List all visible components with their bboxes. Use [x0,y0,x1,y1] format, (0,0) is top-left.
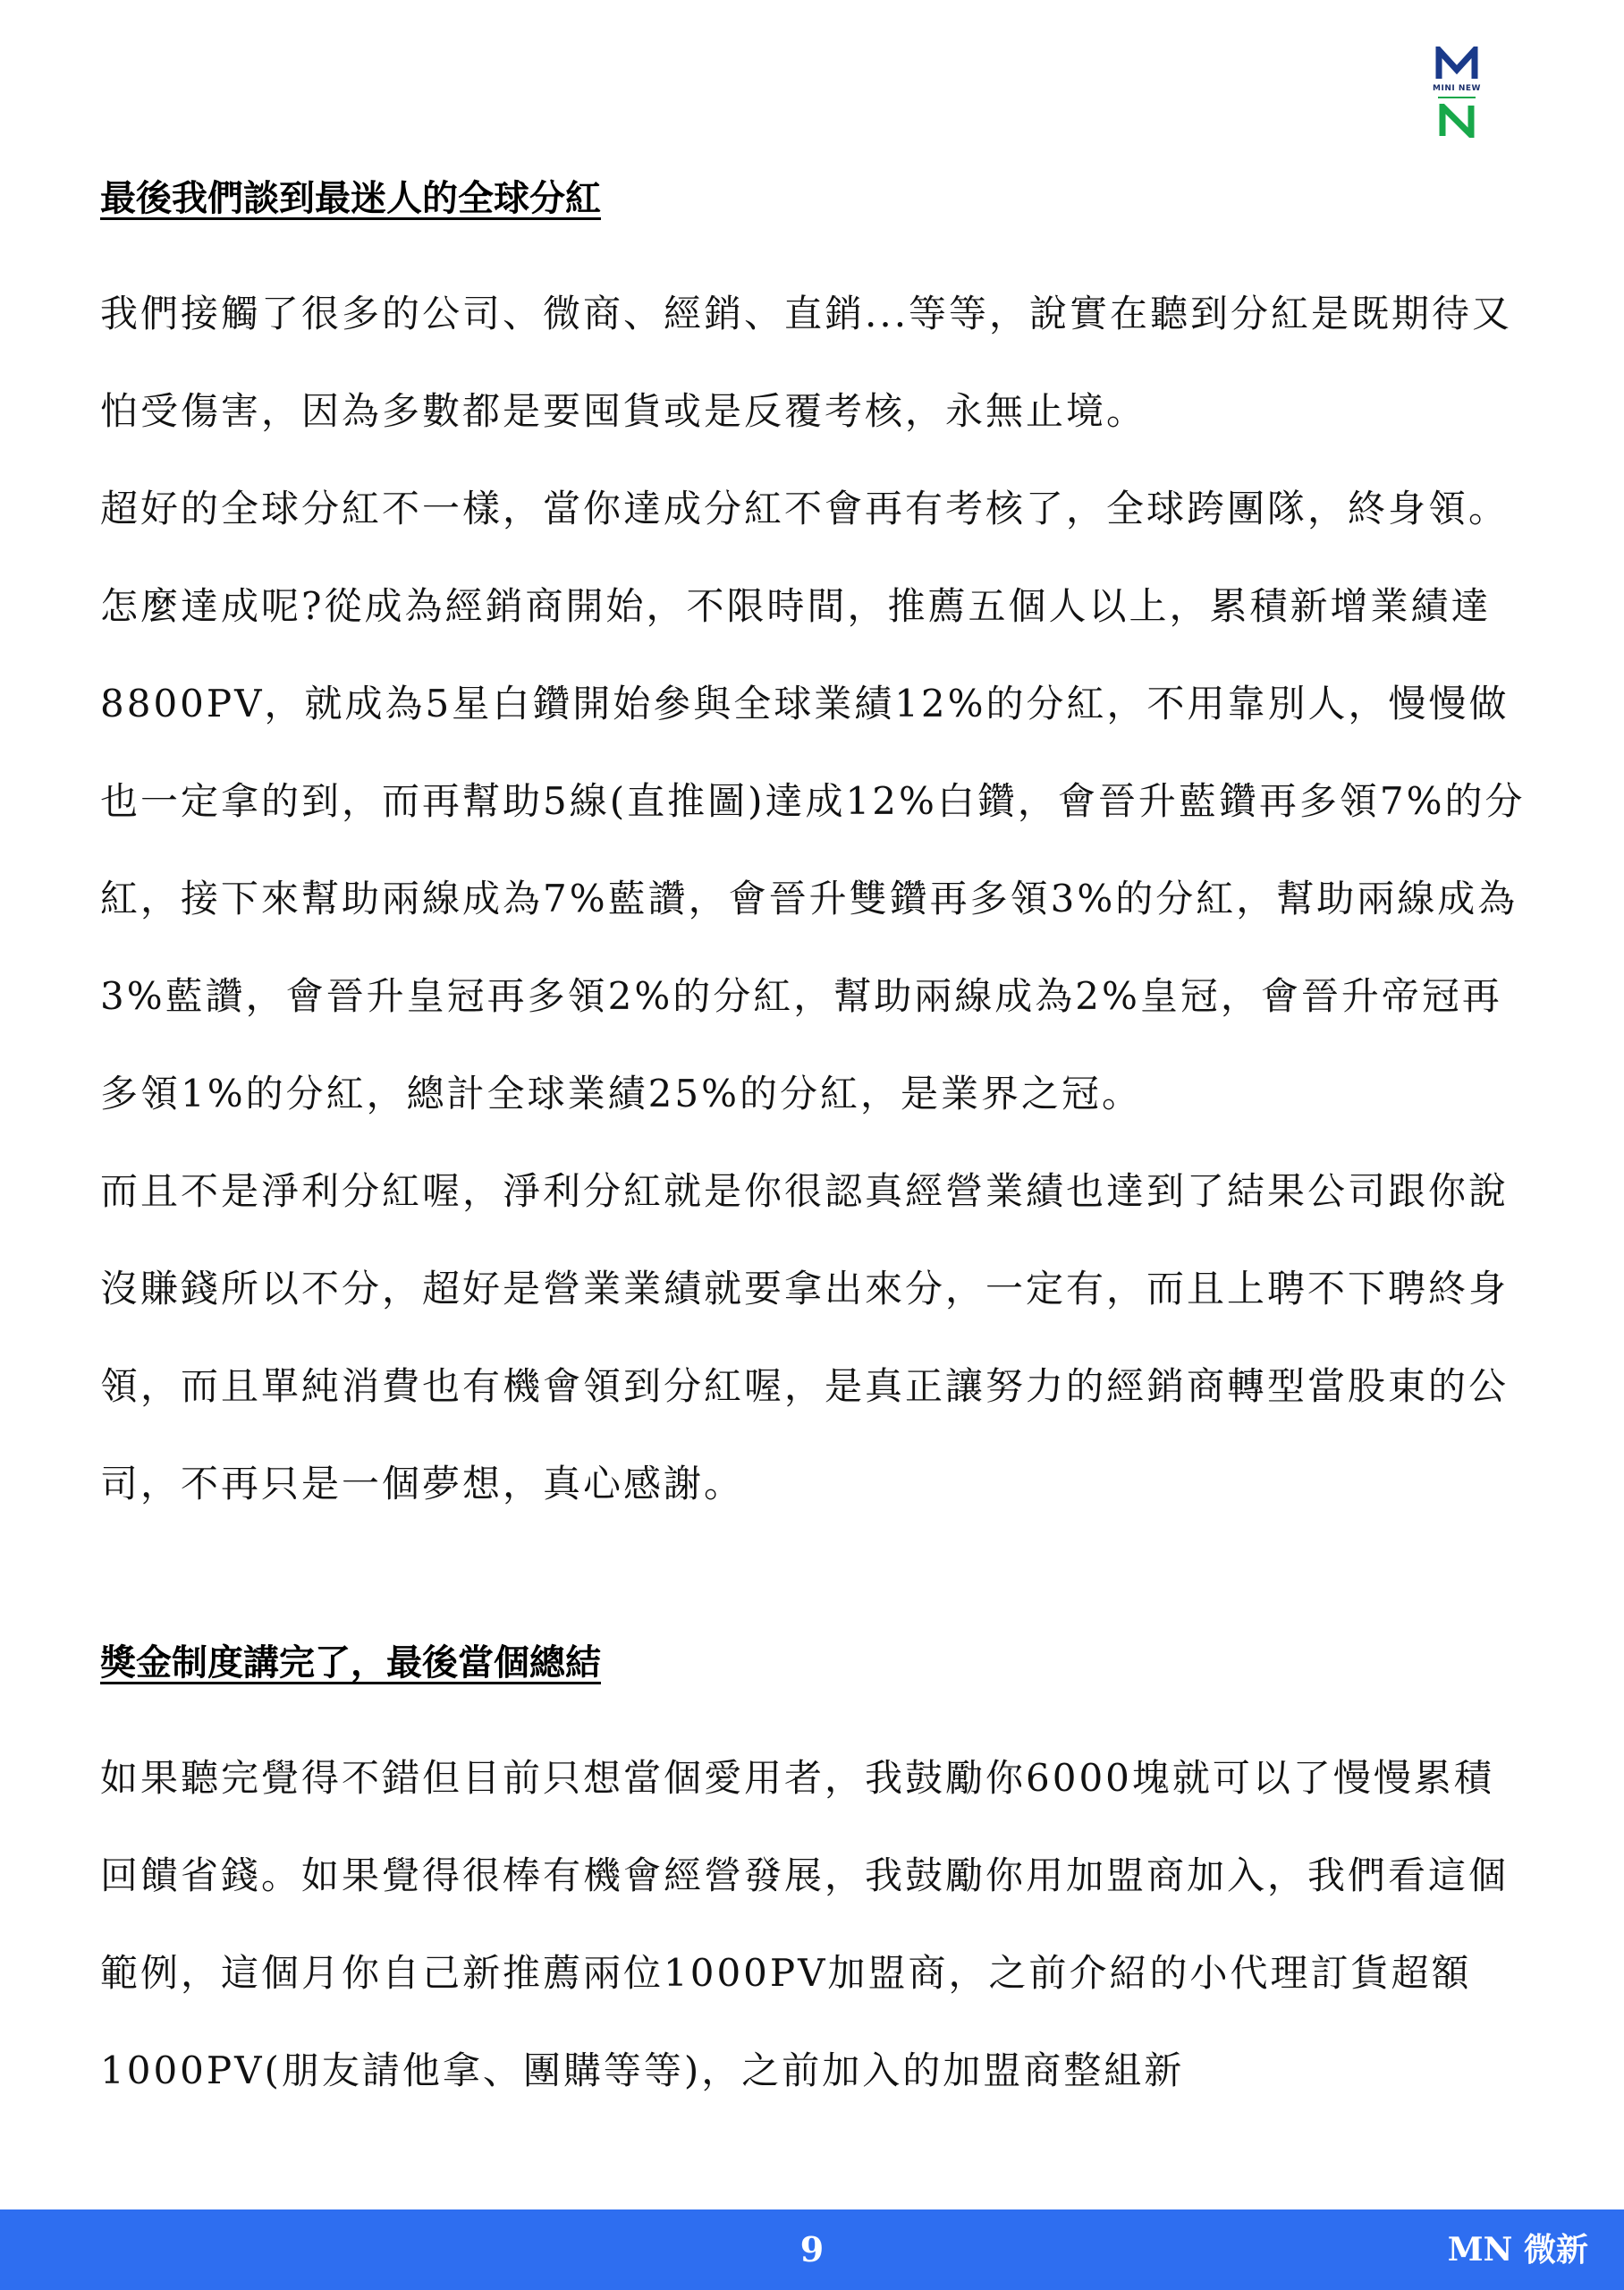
page-number: 9 [799,2229,825,2269]
brand-logo [1431,47,1483,140]
logo-divider [1438,97,1476,98]
logo-n-icon [1438,104,1476,138]
page-footer [0,2209,1624,2290]
document-body [100,166,1531,2119]
paragraph: 超好的全球分紅不一樣，當你達成分紅不會再有考核了，全球跨團隊，終身領。怎麼達成呢?從成為經銷商開始，不限時間，推薦五個人以上，累積新增業績達8800PV，就成為5星白鑽開始參與全球業績12%的分紅，不用靠別人，慢慢做也一定拿的到，而再幫助5線(直推圖)達成12%白鑽，會晉升藍鑽再多領7%的分紅，接下來幫助兩線成為7%藍讚，會晉升雙鑽再多領3%的分紅，幫助兩線成為3%藍讚，會晉升皇冠再多領2%的分紅，幫助兩線成為2%皇冠，會晉升帝冠再多領1%的分紅，總計全球業績25%的分紅，是業界之冠。 [100,487,1526,1115]
section-spacer [100,1532,1531,1631]
section-heading-summary: 獎金制度講完了，最後當個總結 [100,1641,601,1684]
section-heading-global-dividend: 最後我們談到最迷人的全球分紅 [100,177,601,219]
logo-m-icon [1435,47,1478,81]
logo-text: MINI NEW [1433,84,1481,93]
paragraph: 我們接觸了很多的公司、微商、經銷、直銷...等等，說實在聽到分紅是既期待又怕受傷害，因為多數都是要囤貨或是反覆考核，永無止境。 [100,292,1513,433]
paragraph: 而且不是淨利分紅喔，淨利分紅就是你很認真經營業績也達到了結果公司跟你說沒賺錢所以不分，超好是營業業績就要拿出來分，一定有，而且上聘不下聘終身領，而且單純消費也有機會領到分紅喔，是真正讓努力的經銷商轉型當股東的公司，不再只是一個夢想，真心感謝。 [100,1169,1510,1505]
footer-brand: MN 微新 [1447,2231,1588,2269]
paragraph: 如果聽完覺得不錯但目前只想當個愛用者，我鼓勵你6000塊就可以了慢慢累積回饋省錢。如果覺得很棒有機會經營發展，我鼓勵你用加盟商加入，我們看這個範例，這個月你自己新推薦兩位1000PV加盟商，之前介紹的小代理訂貨超額1000PV(朋友請他拿、團購等等)，之前加入的加盟商整組新 [100,1756,1510,2092]
